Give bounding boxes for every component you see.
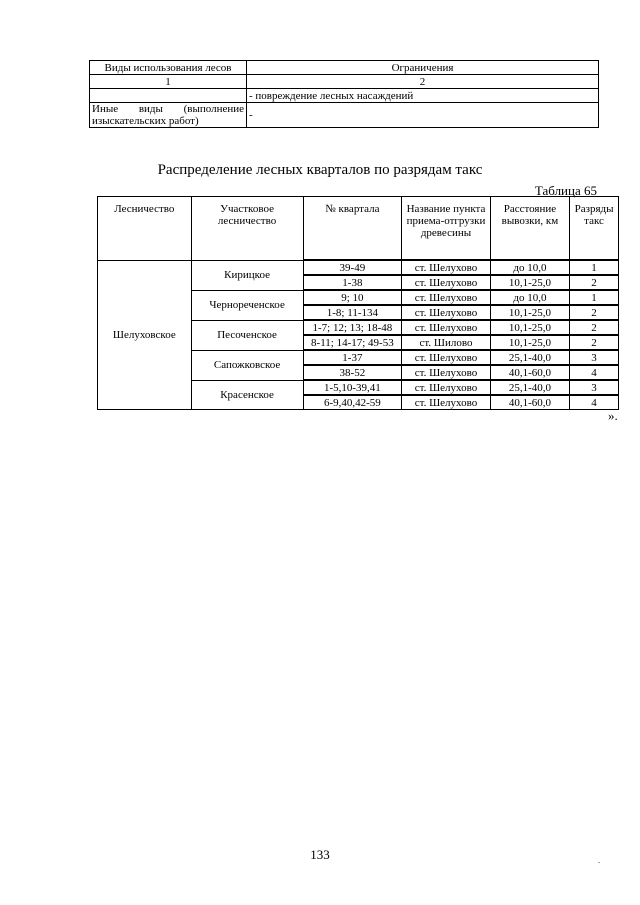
uchastkovoe-cell: Красенское [191,380,303,410]
distance-cell: 40,1-60,0 [490,365,569,380]
point-cell: ст. Шелухово [402,305,491,320]
distance-cell: 10,1-25,0 [490,320,569,335]
tax-class-cell: 2 [570,320,619,335]
lesnichestvo-cell: Шелуховское [98,260,192,410]
distance-cell: 10,1-25,0 [490,275,569,290]
header-tax-class: Разряды такс [570,197,619,261]
tax-class-cell: 4 [570,395,619,410]
tax-class-cell: 3 [570,380,619,395]
uchastkovoe-cell: Песоченское [191,320,303,350]
point-cell: ст. Шелухово [402,365,491,380]
quarter-cell: 1-37 [303,350,402,365]
header-quarter: № квартала [303,197,402,261]
column-number-1: 1 [90,75,247,89]
tax-class-cell: 2 [570,305,619,320]
table-row [98,260,619,275]
column-number-2: 2 [247,75,599,89]
page-number: 133 [310,847,330,862]
quarter-cell: 1-7; 12; 13; 18-48 [303,320,402,335]
distance-cell: 10,1-25,0 [490,335,569,350]
footer-dot: . [598,856,600,865]
table-number: Таблица 65 [534,183,597,198]
point-cell: ст. Шелухово [402,380,491,395]
point-cell: ст. Шелухово [402,260,491,275]
header-point: Название пункта приема-отгрузки древесины [402,197,491,261]
quarter-cell: 1-8; 11-134 [303,305,402,320]
point-cell: ст. Шелухово [402,350,491,365]
distance-cell: 10,1-25,0 [490,305,569,320]
distance-cell: до 10,0 [490,290,569,305]
distance-cell: до 10,0 [490,260,569,275]
limitation-text: - повреждение лесных насаждений [247,89,599,103]
point-cell: ст. Шилово [402,335,491,350]
quarters-table [97,196,619,410]
table-row [90,103,599,128]
uchastkovoe-cell: Кирицкое [191,260,303,290]
point-cell: ст. Шелухово [402,320,491,335]
limitation-text: - [247,103,599,128]
distance-cell: 40,1-60,0 [490,395,569,410]
tax-class-cell: 2 [570,335,619,350]
closing-quote: ». [608,408,618,423]
header-lesnichestvo: Лесничество [98,197,192,261]
quarter-cell: 1-5,10-39,41 [303,380,402,395]
empty-cell [90,89,247,103]
quarter-cell: 8-11; 14-17; 49-53 [303,335,402,350]
limitations-table [89,60,599,128]
header-distance: Расстояние вывозки, км [490,197,569,261]
section-title: Распределение лесных кварталов по разрядам такс [157,162,483,178]
table-number-row [90,75,599,89]
quarter-cell: 38-52 [303,365,402,380]
distance-cell: 25,1-40,0 [490,350,569,365]
table-header-row [98,197,619,261]
tax-class-cell: 4 [570,365,619,380]
table-row [90,89,599,103]
point-cell: ст. Шелухово [402,290,491,305]
point-cell: ст. Шелухово [402,395,491,410]
header-uchastkovoe: Участковое лесничество [191,197,303,261]
quarter-cell: 1-38 [303,275,402,290]
quarter-cell: 9; 10 [303,290,402,305]
tax-class-cell: 1 [570,260,619,275]
quarter-cell: 6-9,40,42-59 [303,395,402,410]
forest-use-text: Иные виды (выполнение изыскательских работ) [90,103,247,128]
point-cell: ст. Шелухово [402,275,491,290]
distance-cell: 25,1-40,0 [490,380,569,395]
tax-class-cell: 1 [570,290,619,305]
header-forest-use: Виды использования лесов [90,61,247,75]
tax-class-cell: 3 [570,350,619,365]
header-limitations: Ограничения [247,61,599,75]
uchastkovoe-cell: Сапожковское [191,350,303,380]
tax-class-cell: 2 [570,275,619,290]
quarter-cell: 39-49 [303,260,402,275]
uchastkovoe-cell: Чернореченское [191,290,303,320]
table-header-row [90,61,599,75]
